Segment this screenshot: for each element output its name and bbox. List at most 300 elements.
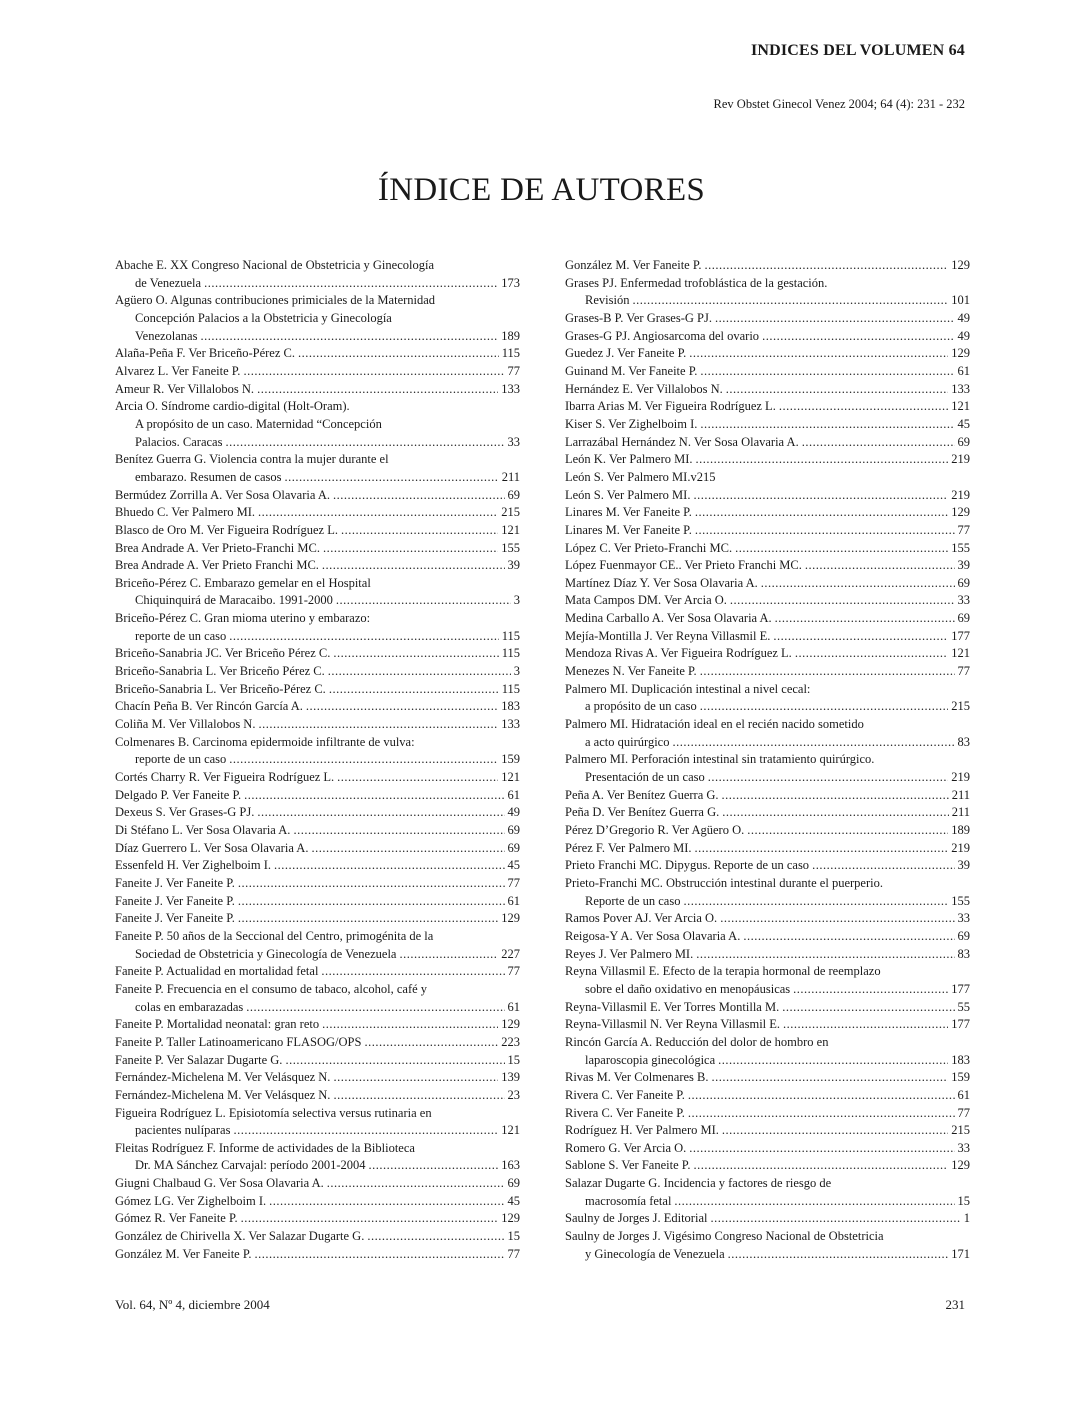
index-entry [565, 1016, 970, 1034]
entry-page-number: 77 [507, 964, 520, 979]
index-entry [115, 610, 520, 645]
entry-text: Mejía-Montilla J. Ver Reyna Villasmil E. [565, 628, 771, 643]
entry-line [565, 592, 970, 610]
entry-text: Chiquinquirá de Maracaibo. 1991-2000 [135, 593, 333, 608]
index-entry [115, 663, 520, 681]
entry-page-number: 121 [951, 646, 970, 661]
entry-line [565, 840, 970, 858]
dot-leader [779, 398, 948, 416]
index-entry [565, 1175, 970, 1210]
entry-page-number: 69 [507, 487, 520, 502]
index-entry [115, 451, 520, 486]
entry-text: Guedez J. Ver Faneite P. [565, 346, 687, 361]
entry-line [115, 716, 520, 734]
index-entry [565, 592, 970, 610]
index-entry [115, 857, 520, 875]
index-entry [115, 1246, 520, 1264]
entry-text: Faneite J. Ver Faneite P. [115, 893, 235, 908]
entry-line [115, 857, 520, 875]
entry-line [115, 645, 520, 663]
index-entry [565, 1069, 970, 1087]
index-entry [565, 522, 970, 540]
entry-continuation-line [565, 734, 970, 752]
entry-continuation-line [115, 275, 520, 293]
dot-leader [730, 592, 955, 610]
dot-leader [720, 910, 954, 928]
index-entry [565, 1034, 970, 1069]
entry-text: Delgado P. Ver Faneite P. [115, 787, 242, 802]
entry-page-number: 189 [501, 328, 520, 343]
dot-leader [298, 345, 499, 363]
index-entry [115, 257, 520, 292]
index-entry [115, 504, 520, 522]
entry-text: Arcia O. Síndrome cardio-digital (Holt-Oram). [115, 399, 350, 414]
entry-line [565, 716, 970, 734]
author-index-column-right [565, 257, 970, 1263]
entry-line [565, 1210, 970, 1228]
index-entry [115, 1016, 520, 1034]
entry-line [115, 1105, 520, 1123]
dot-leader [802, 434, 955, 452]
entry-page-number: 115 [501, 346, 520, 361]
entry-page-number: 129 [951, 258, 970, 272]
entry-text: Figueira Rodríguez L. Episiotomía selectiva versus rutinaria en [115, 1105, 432, 1120]
dot-leader [333, 1069, 498, 1087]
entry-continuation-line [565, 1052, 970, 1070]
entry-page-number: 3 [513, 593, 520, 608]
dot-leader [795, 645, 948, 663]
dot-leader [269, 1193, 504, 1211]
entry-text: Abache E. XX Congreso Nacional de Obstetricia y Ginecología [115, 258, 434, 272]
entry-line [565, 804, 970, 822]
entry-page-number: 177 [951, 981, 970, 996]
entry-text: sobre el daño oxidativo en menopáusicas [585, 981, 791, 996]
index-entry [115, 681, 520, 699]
entry-text: Bermúdez Zorrilla A. Ver Sosa Olavaria A. [115, 487, 330, 502]
dot-leader [695, 522, 955, 540]
entry-line [565, 504, 970, 522]
entry-line [115, 893, 520, 911]
entry-page-number: 219 [951, 487, 970, 502]
entry-line [115, 1175, 520, 1193]
index-entry [565, 1210, 970, 1228]
entry-line [115, 1016, 520, 1034]
entry-page-number: 33 [957, 1140, 970, 1155]
index-entry [565, 822, 970, 840]
entry-line [115, 1069, 520, 1087]
dot-leader [255, 1246, 505, 1264]
dot-leader [793, 981, 948, 999]
entry-text: Medina Carballo A. Ver Sosa Olavaria A. [565, 611, 772, 626]
entry-line [115, 1228, 520, 1246]
entry-text: Ramos Pover AJ. Ver Arcia O. [565, 911, 718, 926]
dot-leader [369, 1157, 499, 1175]
entry-text: Essenfeld H. Ver Zighelboim I. [115, 858, 271, 873]
entry-line [565, 328, 970, 346]
entry-text: colas en embarazadas [135, 999, 244, 1014]
dot-leader [333, 1087, 504, 1105]
index-entry [565, 1105, 970, 1123]
entry-line [565, 434, 970, 452]
entry-page-number: 77 [957, 1105, 970, 1120]
entry-text: Dexeus S. Ver Grases-G PJ. [115, 805, 255, 820]
footer-page-number: 231 [945, 1297, 965, 1312]
dot-leader [728, 1246, 949, 1264]
entry-text: Reyna-Villasmil N. Ver Reyna Villasmil E. [565, 1017, 781, 1032]
index-entry [115, 557, 520, 575]
entry-line [115, 1052, 520, 1070]
entry-page-number: 215 [951, 699, 970, 714]
entry-line [115, 522, 520, 540]
entry-page-number: 215 [501, 505, 520, 520]
dot-leader [688, 1105, 955, 1123]
index-entry [565, 469, 970, 487]
dot-leader [688, 1087, 955, 1105]
index-entry [115, 645, 520, 663]
entry-line [565, 487, 970, 505]
entry-text: Rincón García A. Reducción del dolor de hombro en [565, 1034, 829, 1049]
dot-leader [805, 557, 955, 575]
index-entry [565, 1122, 970, 1140]
entry-text: Briceño-Sanabria L. Ver Briceño-Pérez C. [115, 681, 326, 696]
entry-text: Gómez LG. Ver Zighelboim I. [115, 1193, 267, 1208]
entry-line [115, 840, 520, 858]
entry-line [565, 857, 970, 875]
entry-continuation-line [565, 698, 970, 716]
entry-page-number: 101 [951, 293, 970, 308]
entry-page-number: 223 [501, 1034, 520, 1049]
entry-page-number: 219 [951, 770, 970, 785]
index-entry [565, 310, 970, 328]
index-entry [115, 1087, 520, 1105]
entry-text: Mendoza Rivas A. Ver Figueira Rodríguez L. [565, 646, 792, 661]
entry-text: Larrazábal Hernández N. Ver Sosa Olavaria A. [565, 434, 799, 449]
dot-leader [322, 557, 505, 575]
index-entry [115, 698, 520, 716]
entry-page-number: 129 [501, 1017, 520, 1032]
entry-text: Faneite P. Frecuencia en el consumo de tabaco, alcohol, café y [115, 981, 428, 996]
dot-leader [747, 822, 948, 840]
entry-page-number: 45 [507, 1193, 520, 1208]
dot-leader [329, 681, 499, 699]
entry-line [565, 1175, 970, 1193]
dot-leader [689, 345, 948, 363]
entry-page-number: 121 [501, 522, 520, 537]
entry-line [565, 1157, 970, 1175]
index-entry [565, 557, 970, 575]
entry-continuation-line [115, 1122, 520, 1140]
entry-text: Pérez D’Gregorio R. Ver Agüero O. [565, 823, 745, 837]
entry-page-number: 45 [507, 858, 520, 873]
entry-line [565, 946, 970, 964]
entry-text: Grases-G PJ. Angiosarcoma del ovario [565, 328, 760, 343]
entry-text: Pérez F. Ver Palmero MI. [565, 840, 692, 855]
dot-leader [229, 751, 498, 769]
entry-text: León S. Ver Palmero MI.v215 [565, 469, 716, 484]
entry-line [115, 451, 520, 469]
dot-leader [695, 504, 948, 522]
index-entry [565, 540, 970, 558]
entry-page-number: 33 [507, 434, 520, 449]
entry-text: Venezolanas [135, 328, 198, 343]
entry-text: Palmero MI. Perforación intestinal sin tratamiento quirúrgico. [565, 752, 875, 767]
entry-page-number: 177 [951, 1017, 970, 1032]
entry-line [115, 487, 520, 505]
entry-line [115, 910, 520, 928]
entry-text: Briceño-Pérez C. Gran mioma uterino y embarazo: [115, 611, 371, 626]
index-entry [115, 522, 520, 540]
dot-leader [812, 857, 954, 875]
entry-page-number: 49 [957, 310, 970, 325]
entry-page-number: 3 [513, 664, 520, 679]
dot-leader [683, 893, 948, 911]
entry-text: Cortés Charry R. Ver Figueira Rodríguez L. [115, 770, 335, 785]
index-entry [115, 734, 520, 769]
entry-page-number: 15 [507, 1052, 520, 1067]
entry-page-number: 83 [957, 946, 970, 961]
entry-page-number: 15 [957, 1193, 970, 1208]
index-entry [565, 681, 970, 716]
entry-page-number: 171 [951, 1246, 970, 1261]
entry-page-number: 159 [501, 752, 520, 767]
dot-leader [735, 540, 948, 558]
entry-text: Kiser S. Ver Zighelboim I. [565, 416, 698, 431]
dot-leader [632, 292, 948, 310]
dot-leader [674, 1193, 954, 1211]
entry-page-number: 215 [951, 1123, 970, 1138]
entry-page-number: 77 [957, 664, 970, 679]
entry-line [565, 540, 970, 558]
dot-leader [336, 592, 511, 610]
entry-text: Rivera C. Ver Faneite P. [565, 1105, 685, 1120]
dot-leader [258, 504, 498, 522]
dot-leader [229, 628, 498, 646]
entry-text: Fernández-Michelena M. Ver Velásquez N. [115, 1087, 331, 1102]
entry-continuation-line [115, 592, 520, 610]
entry-page-number: 183 [951, 1052, 970, 1067]
entry-page-number: 49 [957, 328, 970, 343]
entry-page-number: 15 [507, 1229, 520, 1244]
entry-page-number: 133 [951, 381, 970, 396]
entry-page-number: 83 [957, 734, 970, 749]
entry-page-number: 227 [501, 946, 520, 961]
entry-text: Dr. MA Sánchez Carvajal: período 2001-2004 [135, 1158, 366, 1173]
entry-line [565, 451, 970, 469]
entry-text: Fleitas Rodríguez F. Informe de actividades de la Biblioteca [115, 1140, 415, 1155]
index-entry [565, 1228, 970, 1263]
entry-line [115, 1087, 520, 1105]
dot-leader [246, 999, 504, 1017]
entry-text: Hernández E. Ver Villalobos N. [565, 381, 723, 396]
entry-line [115, 698, 520, 716]
entry-page-number: 173 [501, 275, 520, 290]
entry-page-number: 121 [501, 770, 520, 785]
index-entry [565, 275, 970, 310]
entry-text: Salazar Dugarte G. Incidencia y factores de riesgo de [565, 1176, 832, 1191]
entry-text: Sablone S. Ver Faneite P. [565, 1158, 691, 1173]
index-entry [565, 628, 970, 646]
entry-line [565, 681, 970, 699]
entry-line [115, 381, 520, 399]
index-entry [565, 857, 970, 875]
entry-line [565, 363, 970, 381]
entry-text: León S. Ver Palmero MI. [565, 487, 691, 502]
entry-text: laparoscopia ginecológica [585, 1052, 716, 1067]
dot-leader [258, 716, 498, 734]
entry-line [565, 1016, 970, 1034]
entry-line [565, 1228, 970, 1246]
index-entry [565, 610, 970, 628]
index-entry [565, 840, 970, 858]
dot-leader [700, 363, 954, 381]
running-title: INDICES DEL VOLUMEN 64 [750, 42, 965, 59]
entry-line [115, 1210, 520, 1228]
entry-line [115, 769, 520, 787]
entry-text: Brea Andrade A. Ver Prieto Franchi MC. [115, 558, 319, 573]
entry-text: Faneite P. Ver Salazar Dugarte G. [115, 1052, 283, 1067]
entry-line [115, 822, 520, 840]
entry-page-number: 69 [957, 575, 970, 590]
entry-page-number: 61 [507, 787, 520, 802]
dot-leader [238, 875, 505, 893]
entry-line [565, 628, 970, 646]
index-entry [115, 1034, 520, 1052]
entry-line [115, 1140, 520, 1158]
dot-leader [710, 1210, 960, 1228]
page-title: ÍNDICE DE AUTORES [377, 172, 706, 208]
entry-line [115, 398, 520, 416]
index-entry [565, 345, 970, 363]
dot-leader [328, 663, 511, 681]
entry-line [565, 398, 970, 416]
dot-leader [257, 804, 504, 822]
dot-leader [322, 1016, 498, 1034]
entry-page-number: 211 [951, 805, 970, 820]
entry-continuation-line [115, 1157, 520, 1175]
index-entry [115, 292, 520, 345]
entry-page-number: 129 [951, 505, 970, 520]
entry-page-number: 183 [501, 699, 520, 714]
entry-page-number: 61 [507, 893, 520, 908]
index-entry [565, 804, 970, 822]
index-entry [565, 1087, 970, 1105]
index-entry [565, 504, 970, 522]
entry-continuation-line [565, 981, 970, 999]
index-entry [565, 787, 970, 805]
entry-text: a acto quirúrgico [585, 734, 670, 749]
index-entry [565, 875, 970, 910]
entry-line [565, 751, 970, 769]
index-entry [115, 1175, 520, 1193]
entry-page-number: 129 [501, 911, 520, 926]
entry-page-number: 219 [951, 452, 970, 467]
index-entry [565, 328, 970, 346]
entry-page-number: 129 [951, 1158, 970, 1173]
index-entry [565, 398, 970, 416]
entry-continuation-line [115, 751, 520, 769]
entry-text: Ameur R. Ver Villalobos N. [115, 381, 255, 396]
entry-text: Menezes N. Ver Faneite P. [565, 664, 697, 679]
dot-leader [204, 275, 498, 293]
entry-page-number: 133 [501, 717, 520, 732]
entry-text: Faneite J. Ver Faneite P. [115, 911, 235, 926]
entry-line [115, 557, 520, 575]
entry-text: Brea Andrade A. Ver Prieto-Franchi MC. [115, 540, 320, 555]
entry-line [115, 804, 520, 822]
entry-continuation-line [565, 292, 970, 310]
journal-citation: Rev Obstet Ginecol Venez 2004; 64 (4): 231 - 232 [713, 97, 965, 111]
entry-text: Rivas M. Ver Colmenares B. [565, 1070, 709, 1085]
entry-page-number: 45 [957, 416, 970, 431]
entry-page-number: 61 [957, 1087, 970, 1102]
entry-page-number: 49 [507, 805, 520, 820]
entry-page-number: 155 [951, 540, 970, 555]
entry-text: Linares M. Ver Faneite P. [565, 505, 692, 520]
entry-line [115, 734, 520, 752]
entry-text: reporte de un caso [135, 752, 227, 767]
entry-continuation-line [115, 628, 520, 646]
entry-continuation-line [115, 434, 520, 452]
index-entry [565, 1140, 970, 1158]
entry-line [565, 1034, 970, 1052]
index-entry [565, 663, 970, 681]
entry-text: Reigosa-Y A. Ver Sosa Olavaria A. [565, 928, 741, 943]
dot-leader [311, 840, 504, 858]
entry-line [115, 875, 520, 893]
entry-text: Agüero O. Algunas contribuciones primiciales de la Maternidad [115, 293, 436, 308]
dot-leader [722, 787, 949, 805]
entry-line [565, 416, 970, 434]
dot-leader [333, 645, 498, 663]
index-entry [115, 893, 520, 911]
dot-leader [257, 381, 498, 399]
entry-continuation-line [115, 469, 520, 487]
entry-text: Sociedad de Obstetricia y Ginecología de Venezuela [135, 946, 397, 961]
entry-line [565, 1122, 970, 1140]
entry-text: Presentación de un caso [585, 770, 705, 785]
entry-page-number: 77 [507, 1246, 520, 1261]
index-entry [115, 1052, 520, 1070]
entry-text: González M. Ver Faneite P. [115, 1246, 252, 1261]
dot-leader [244, 787, 504, 805]
index-entry [565, 928, 970, 946]
index-entry [565, 946, 970, 964]
entry-text: A propósito de un caso. Maternidad “Concepción [135, 416, 382, 431]
index-entry [565, 451, 970, 469]
entry-text: Palmero MI. Duplicación intestinal a nivel cecal: [565, 681, 811, 696]
entry-page-number: 189 [951, 823, 970, 837]
entry-text: Reporte de un caso [585, 893, 681, 908]
entry-line [565, 345, 970, 363]
dot-leader [696, 451, 949, 469]
entry-text: Reyna Villasmil E. Efecto de la terapia hormonal de reemplazo [565, 964, 881, 979]
dot-leader [700, 663, 955, 681]
dot-leader [225, 434, 504, 452]
entry-line [565, 875, 970, 893]
entry-text: Díaz Guerrero L. Ver Sosa Olavaria A. [115, 840, 309, 855]
index-entry [115, 575, 520, 610]
entry-page-number: 77 [507, 875, 520, 890]
entry-page-number: 55 [957, 999, 970, 1014]
entry-page-number: 133 [501, 381, 520, 396]
entry-text: reporte de un caso [135, 628, 227, 643]
entry-text: Fernández-Michelena M. Ver Velásquez N. [115, 1070, 331, 1085]
entry-text: Concepción Palacios a la Obstetricia y Ginecología [135, 310, 392, 325]
index-entry [115, 769, 520, 787]
entry-continuation-line [115, 416, 520, 434]
dot-leader [712, 1069, 949, 1087]
entry-text: Saulny de Jorges J. Vigésimo Congreso Nacional de Obstetricia [565, 1229, 884, 1244]
